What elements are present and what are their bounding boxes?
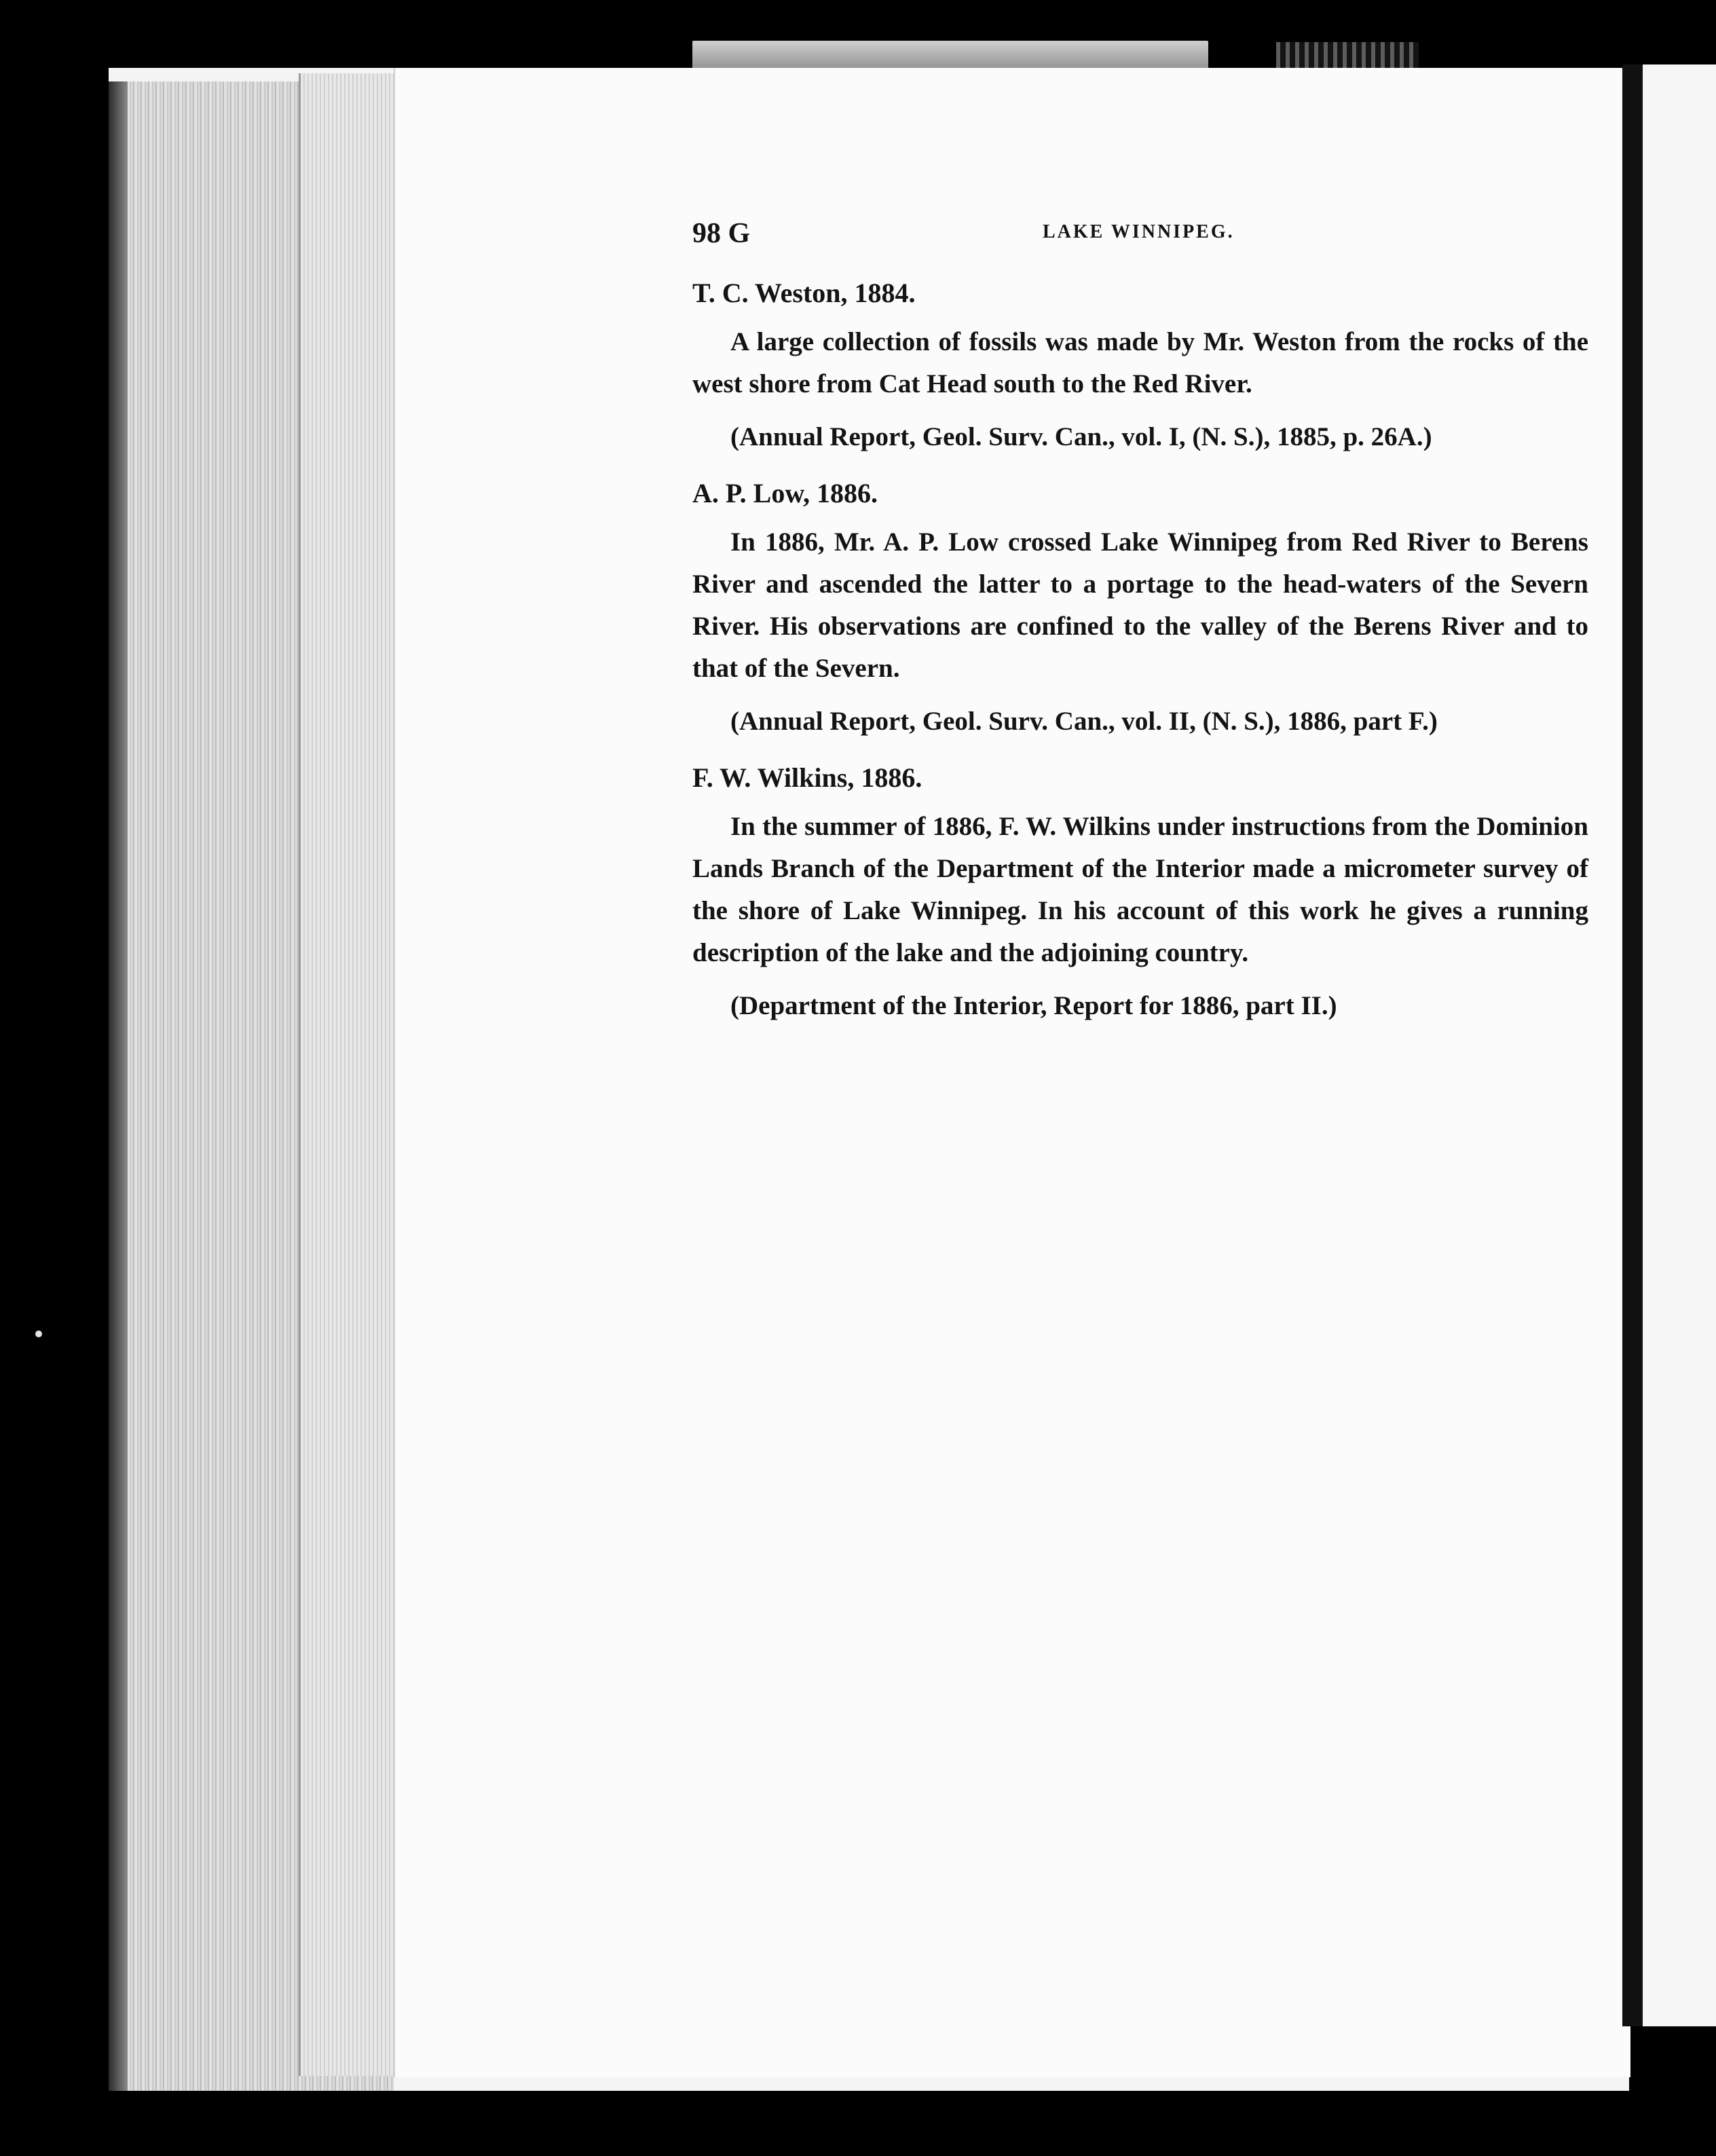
running-title: LAKE WINNIPEG.	[1043, 221, 1235, 242]
section-paragraph: In the summer of 1886, F. W. Wilkins under instructions from the Dominion Lands Branch of the Department of the Interior made a micrometer survey of the shore of Lake Winnipeg. In his account of this work he gives a running description of the lake and the adjoining country.	[692, 812, 1588, 967]
page-number: 98 G	[692, 218, 751, 249]
section-paragraph: A large collection of fossils was made by Mr. Weston from the rocks of the west shore from Cat Head south to the Red River.	[692, 327, 1588, 398]
section-heading: T. C. Weston, 1884.	[692, 278, 916, 308]
page-header	[692, 217, 1588, 258]
section-reference: (Annual Report, Geol. Surv. Can., vol. I, (N. S.), 1885, p. 26A.)	[730, 422, 1432, 451]
section-reference: (Annual Report, Geol. Surv. Can., vol. II, (N. S.), 1886, part F.)	[730, 707, 1438, 736]
section-low	[692, 477, 1588, 743]
section-paragraph: In 1886, Mr. A. P. Low crossed Lake Winnipeg from Red River to Berens River and ascended the latter to a portage to the head-waters of the Severn River. His observations are confined to the valley of the Berens River and to that of the Severn.	[692, 527, 1588, 683]
section-heading: A. P. Low, 1886.	[692, 478, 878, 508]
section-heading: F. W. Wilkins, 1886.	[692, 762, 922, 793]
binding-strip-right	[1276, 42, 1419, 68]
facing-page-edge	[1643, 64, 1716, 2026]
gutter-shadow	[1622, 64, 1643, 2026]
section-weston	[692, 277, 1588, 458]
dust-speck	[35, 1331, 42, 1337]
page-content	[692, 217, 1588, 1027]
section-wilkins	[692, 762, 1588, 1027]
page-fore-edges-inner	[299, 73, 403, 2076]
section-reference: (Department of the Interior, Report for 1886, part II.)	[730, 991, 1337, 1020]
